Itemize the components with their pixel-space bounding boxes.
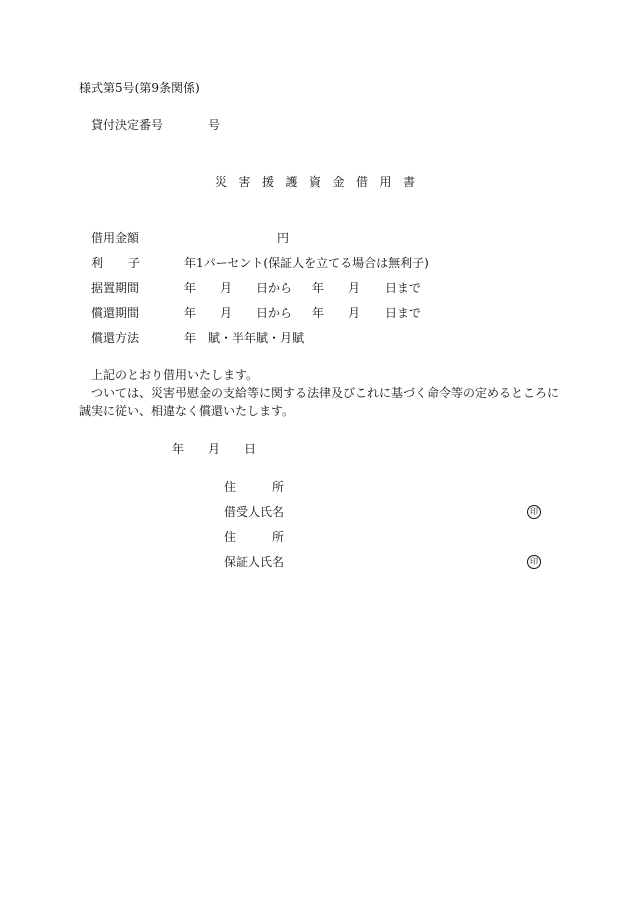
title-char: 用: [379, 175, 392, 189]
repayment-month-start: 月: [220, 306, 233, 320]
guarantor-seal-mark: 印: [527, 555, 541, 569]
borrower-address-label-a: 住: [224, 480, 237, 494]
borrower-seal-mark: 印: [527, 505, 541, 519]
repayment-period-label: 償還期間: [91, 306, 140, 320]
title-char: 援: [262, 175, 275, 189]
interest-value: 年1パーセント(保証人を立てる場合は無利子): [184, 256, 429, 270]
title-char: 害: [238, 175, 251, 189]
body-line-3: 誠実に従い、相違なく償還いたします。: [79, 404, 295, 418]
repayment-day-start: 日から: [256, 306, 293, 320]
document-title: [215, 176, 427, 188]
borrower-name-label: 借受人氏名: [224, 505, 285, 519]
repayment-method-value: 年 賦・半年賦・月賦: [184, 331, 305, 345]
deferment-year-end: 年: [312, 281, 325, 295]
date-day: 日: [244, 442, 257, 456]
title-char: 資: [309, 175, 322, 189]
interest-label-right: 子: [128, 256, 141, 270]
title-char: 借: [356, 175, 369, 189]
title-char: 災: [215, 175, 228, 189]
interest-label-left: 利: [91, 256, 104, 270]
body-line-1: 上記のとおり借用いたします。: [91, 368, 259, 382]
amount-label: 借用金額: [91, 231, 140, 245]
date-year: 年: [172, 442, 185, 456]
deferment-month-end: 月: [348, 281, 361, 295]
body-line-2: ついては、災害弔慰金の支給等に関する法律及びこれに基づく命令等の定めるところに: [91, 386, 560, 400]
repayment-month-end: 月: [348, 306, 361, 320]
loan-number-suffix: 号: [208, 118, 221, 132]
deferment-year-start: 年: [184, 281, 197, 295]
repayment-method-label: 償還方法: [91, 331, 140, 345]
repayment-year-end: 年: [312, 306, 325, 320]
form-id: 様式第5号(第9条関係): [79, 81, 200, 95]
deferment-label: 据置期間: [91, 281, 140, 295]
date-month: 月: [208, 442, 221, 456]
amount-yen: 円: [277, 231, 290, 245]
deferment-month-start: 月: [220, 281, 233, 295]
title-char: 金: [332, 175, 345, 189]
title-char: 書: [403, 175, 416, 189]
guarantor-address-label-a: 住: [224, 530, 237, 544]
guarantor-address-label-b: 所: [272, 530, 285, 544]
deferment-day-end: 日まで: [385, 281, 422, 295]
title-char: 護: [285, 175, 298, 189]
borrower-address-label-b: 所: [272, 480, 285, 494]
loan-number-label: 貸付決定番号: [91, 118, 164, 132]
deferment-day-start: 日から: [256, 281, 293, 295]
repayment-year-start: 年: [184, 306, 197, 320]
repayment-day-end: 日まで: [385, 306, 422, 320]
guarantor-name-label: 保証人氏名: [224, 555, 285, 569]
